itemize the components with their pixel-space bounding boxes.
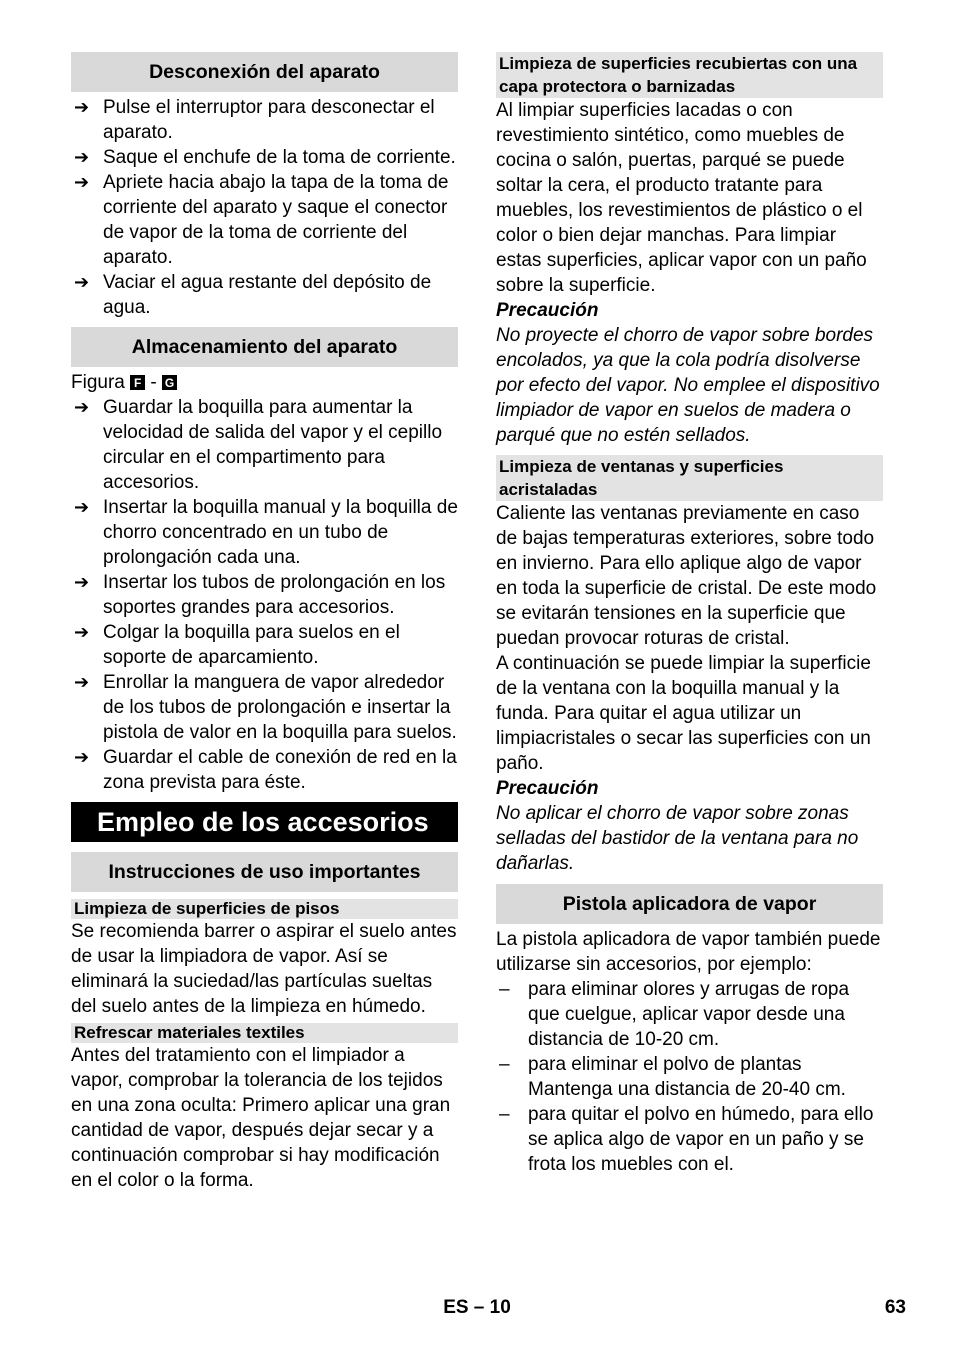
- subheading-floor-cleaning: Limpieza de superficies de pisos: [71, 899, 458, 919]
- list-item: ➔ Pulse el interruptor para desconectar el aparato.: [74, 97, 435, 143]
- caution-text: No aplicar el chorro de vapor sobre zonas selladas del bastidor de la ventana para no dañarlas.: [496, 803, 859, 874]
- section-heading-steam-gun: Pistola aplicadora de vapor: [496, 884, 883, 924]
- figure-g-badge: G: [162, 375, 177, 390]
- list-item: ➔ Enrollar la manguera de vapor alrededor de los tubos de prolongación e insertar la pistola de valor en la boquilla para suelos.: [74, 672, 457, 743]
- arrow-right-icon: ➔: [74, 147, 90, 167]
- floor-cleaning-text: Se recomienda barrer o aspirar el suelo antes de usar la limpiadora de vapor. Así se eliminará la suciedad/las partículas sueltas del suelo antes de la limpieza en húmedo.: [71, 921, 457, 1017]
- page-number: 63: [884, 1297, 906, 1318]
- list-item: ➔ Guardar la boquilla para aumentar la velocidad de salida del vapor y el cepillo circular en el compartimento para accesorios.: [74, 397, 443, 493]
- coated-surfaces-text: Al limpiar superficies lacadas o con revestimiento sintético, como muebles de cocina o salón, puertas, parqué se puede soltar la cera, el producto tratante para muebles, los revestimientos de plástico o el color o bien dejar manchas. Para limpiar estas superficies, aplicar vapor con un paño sobre la superficie.: [496, 100, 867, 296]
- chapter-heading-accessories: Empleo de los accesorios: [71, 802, 458, 842]
- list-item: ➔ Insertar la boquilla manual y la boquilla de chorro concentrado en un tubo de prolongación cada una.: [74, 497, 458, 568]
- left-column: [71, 52, 458, 1193]
- section-heading-disconnect: Desconexión del aparato: [71, 52, 458, 92]
- dash-bullet: –: [499, 1104, 510, 1125]
- section-heading-storage: Almacenamiento del aparato: [71, 327, 458, 367]
- list-item: ➔ Apriete hacia abajo la tapa de la toma de corriente del aparato y saque el conector de vapor de la toma de corriente del aparato.: [74, 172, 449, 268]
- section-heading-instructions: Instrucciones de uso importantes: [71, 852, 458, 892]
- textiles-text: Antes del tratamiento con el limpiador a vapor, comprobar la tolerancia de los tejidos en una zona oculta: Primero aplicar una gran cantidad de vapor, después dejar secar y a continuación comprobar si hay modificación en el color o la forma.: [71, 1045, 451, 1191]
- disconnect-steps: [71, 95, 458, 320]
- list-item: ➔ Saque el enchufe de la toma de corriente.: [74, 147, 456, 168]
- figure-f-badge: F: [130, 375, 145, 390]
- storage-steps: [71, 395, 458, 795]
- list-item: – para quitar el polvo en húmedo, para ello se aplica algo de vapor en un paño y se frota los muebles con el.: [499, 1104, 874, 1175]
- caution-text: No proyecte el chorro de vapor sobre bordes encolados, ya que la cola podría disolverse por efecto del vapor. No emplee el dispositivo limpiador de vapor en suelos de madera o parqué que no estén sellados.: [496, 325, 880, 446]
- list-item: – para eliminar olores y arrugas de ropa que cuelgue, aplicar vapor desde una distancia de 10-20 cm.: [499, 979, 850, 1050]
- right-column: [496, 52, 883, 1177]
- list-item: ➔ Colgar la boquilla para suelos en el soporte de aparcamiento.: [74, 622, 400, 668]
- arrow-right-icon: ➔: [74, 497, 90, 517]
- dash-bullet: –: [499, 979, 510, 1000]
- arrow-right-icon: ➔: [74, 747, 90, 767]
- windows-text-2: A continuación se puede limpiar la superficie de la ventana con la boquilla manual y la funda. Para quitar el agua utilizar un limpiacristales o secar las superficies con un paño.: [496, 653, 871, 774]
- arrow-right-icon: ➔: [74, 272, 90, 292]
- footer-section-label: ES – 10: [443, 1297, 511, 1318]
- arrow-right-icon: ➔: [74, 397, 90, 417]
- caution-title: Precaución: [496, 300, 599, 321]
- subheading-coated-surfaces: Limpieza de superficies recubiertas con una capa protectora o barnizadas: [496, 52, 883, 98]
- list-item: ➔ Insertar los tubos de prolongación en los soportes grandes para accesorios.: [74, 572, 446, 618]
- list-item: ➔ Vaciar el agua restante del depósito de agua.: [74, 272, 432, 318]
- arrow-right-icon: ➔: [74, 172, 90, 192]
- arrow-right-icon: ➔: [74, 97, 90, 117]
- steam-gun-intro: La pistola aplicadora de vapor también puede utilizarse sin accesorios, por ejemplo:: [496, 929, 881, 975]
- figure-reference: Figura F - G: [71, 370, 458, 395]
- subheading-windows: Limpieza de ventanas y superficies acristaladas: [496, 455, 883, 501]
- windows-text-1: Caliente las ventanas previamente en caso de bajas temperaturas exteriores, sobre todo en invierno. Para ello aplique algo de vapor en toda la superficie de cristal. De este modo se evitarán tensiones en la superficie que puedan provocar roturas de cristal.: [496, 503, 877, 649]
- dash-bullet: –: [499, 1054, 510, 1075]
- steam-gun-examples: [496, 977, 883, 1177]
- arrow-right-icon: ➔: [74, 572, 90, 592]
- caution-title: Precaución: [496, 778, 599, 799]
- list-item: ➔ Guardar el cable de conexión de red en la zona prevista para éste.: [74, 747, 457, 793]
- arrow-right-icon: ➔: [74, 622, 90, 642]
- subheading-textiles: Refrescar materiales textiles: [71, 1023, 458, 1043]
- arrow-right-icon: ➔: [74, 672, 90, 692]
- list-item: – para eliminar el polvo de plantas Mantenga una distancia de 20-40 cm.: [499, 1054, 846, 1100]
